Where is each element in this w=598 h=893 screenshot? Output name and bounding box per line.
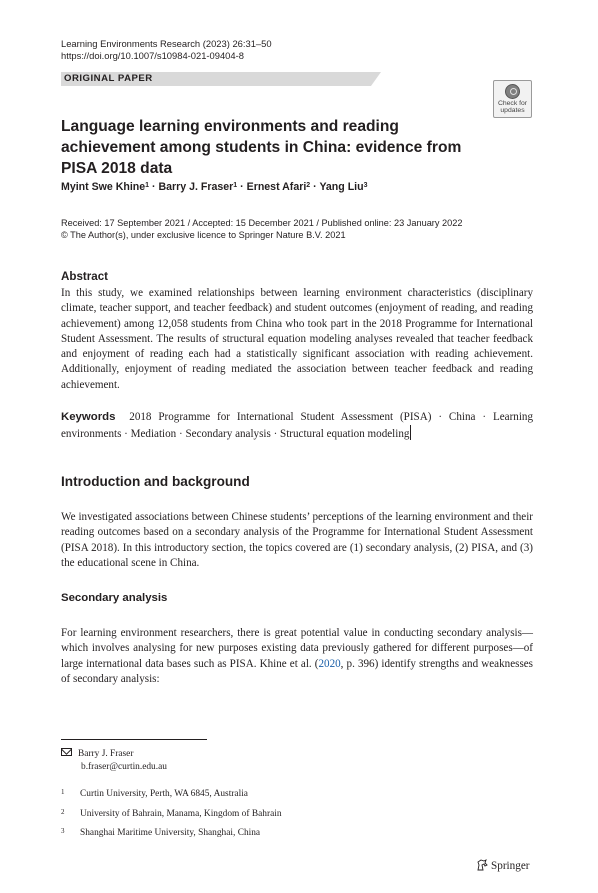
crossmark-label-line-1: Check for bbox=[497, 100, 528, 107]
keywords-heading: Keywords bbox=[61, 411, 116, 423]
paragraph-text: , p. 396) identify strengths and weaknesses of secondary analysis: bbox=[61, 657, 534, 685]
springer-horse-icon bbox=[476, 859, 488, 871]
author-affiliation-marker: 3 bbox=[363, 182, 368, 189]
crossmark-label-line-2: updates bbox=[500, 107, 525, 115]
crossmark-label bbox=[494, 100, 531, 114]
affiliation-text: Shanghai Maritime University, Shanghai, China bbox=[80, 828, 261, 838]
journal-citation bbox=[61, 38, 272, 62]
author-separator: · bbox=[237, 181, 247, 193]
envelope-icon bbox=[61, 748, 72, 756]
crossmark-icon bbox=[505, 84, 520, 99]
author-separator: · bbox=[149, 181, 159, 193]
publisher-name: Springer bbox=[491, 860, 530, 872]
footnote-divider bbox=[61, 739, 207, 740]
affiliation-item bbox=[61, 806, 282, 820]
affiliation-item bbox=[61, 825, 260, 839]
correspondence-block bbox=[61, 748, 167, 774]
text-cursor bbox=[410, 425, 411, 440]
publication-dates: Received: 17 September 2021 / Accepted: 15 December 2021 / Published online: 23 January 2022 bbox=[61, 218, 463, 228]
journal-line: Learning Environments Research (2023) 26:31–50 bbox=[61, 38, 272, 49]
affiliation-text: University of Bahrain, Manama, Kingdom of Bahrain bbox=[80, 809, 282, 819]
author-list bbox=[61, 179, 368, 194]
author-affiliation-marker: 1 bbox=[233, 182, 238, 189]
affiliation-number: 1 bbox=[61, 788, 65, 796]
author-name[interactable]: Yang Liu bbox=[319, 181, 364, 193]
publication-history bbox=[61, 217, 462, 241]
abstract-heading: Abstract bbox=[61, 270, 109, 283]
keywords-text: 2018 Programme for International Student Assessment (PISA) · China · Learning environments · Mediation · Secondary analysis · Structural equation modeling bbox=[61, 411, 533, 441]
paragraph-text: For learning environment researchers, there is great potential value in conducting secondary analysis—which involves analysing for new purposes existing data previously gathered for different purposes—of large international data bases such as PISA. Khine et al. ( bbox=[61, 627, 533, 670]
author-name[interactable]: Barry J. Fraser bbox=[158, 181, 234, 193]
paper-title: Language learning environments and reading achievement among students in China: evidence from PISA 2018 data bbox=[61, 118, 462, 177]
affiliation-item bbox=[61, 786, 248, 800]
section-heading-introduction: Introduction and background bbox=[61, 474, 250, 489]
author-affiliation-marker: 2 bbox=[306, 182, 311, 189]
corresponding-author-name: Barry J. Fraser bbox=[78, 749, 134, 759]
author-separator: · bbox=[310, 181, 320, 193]
copyright-notice: © The Author(s), under exclusive licence to Springer Nature B.V. 2021 bbox=[61, 230, 346, 240]
doi-link[interactable]: https://doi.org/10.1007/s10984-021-09404-8 bbox=[61, 50, 244, 61]
secondary-analysis-paragraph bbox=[61, 626, 533, 687]
article-type: ORIGINAL PAPER bbox=[64, 73, 153, 84]
affiliation-text: Curtin University, Perth, WA 6845, Australia bbox=[80, 789, 248, 799]
affiliation-number: 2 bbox=[61, 808, 65, 816]
publisher-logo bbox=[476, 859, 530, 873]
citation-link[interactable]: 2020 bbox=[318, 657, 341, 670]
keywords-block bbox=[61, 410, 533, 443]
corresponding-author-email[interactable]: b.fraser@curtin.edu.au bbox=[81, 762, 167, 772]
affiliation-number: 3 bbox=[61, 827, 65, 835]
author-affiliation-marker: 1 bbox=[145, 182, 150, 189]
crossmark-badge[interactable] bbox=[493, 80, 532, 118]
subsection-heading-secondary-analysis: Secondary analysis bbox=[61, 592, 168, 604]
introduction-paragraph: We investigated associations between Chinese students’ perceptions of the learning environment and their reading outcomes based on a secondary analysis of the Programme for International Student Assessment (PISA 2018). In this introductory section, the topics covered are (1) secondary analysis, (2) PISA, and (3) the educational scene in China. bbox=[61, 511, 533, 569]
author-name[interactable]: Myint Swe Khine bbox=[61, 181, 146, 193]
abstract-text: In this study, we examined relationships between learning environment characteristics (disciplinary climate, teacher support, and teacher feedback) and student outcomes (enjoyment of reading, and reading achievement) among 12,058 students from China who took part in the 2018 Programme for International Student Assessment. The results of structural equation modeling analyses revealed that teacher feedback and enjoyment of reading each had a statistically significant association with reading achievement. Additionally, enjoyment of reading mediated the association between teacher feedback and reading achievement. bbox=[61, 287, 533, 391]
author-name[interactable]: Ernest Afari bbox=[246, 181, 307, 193]
